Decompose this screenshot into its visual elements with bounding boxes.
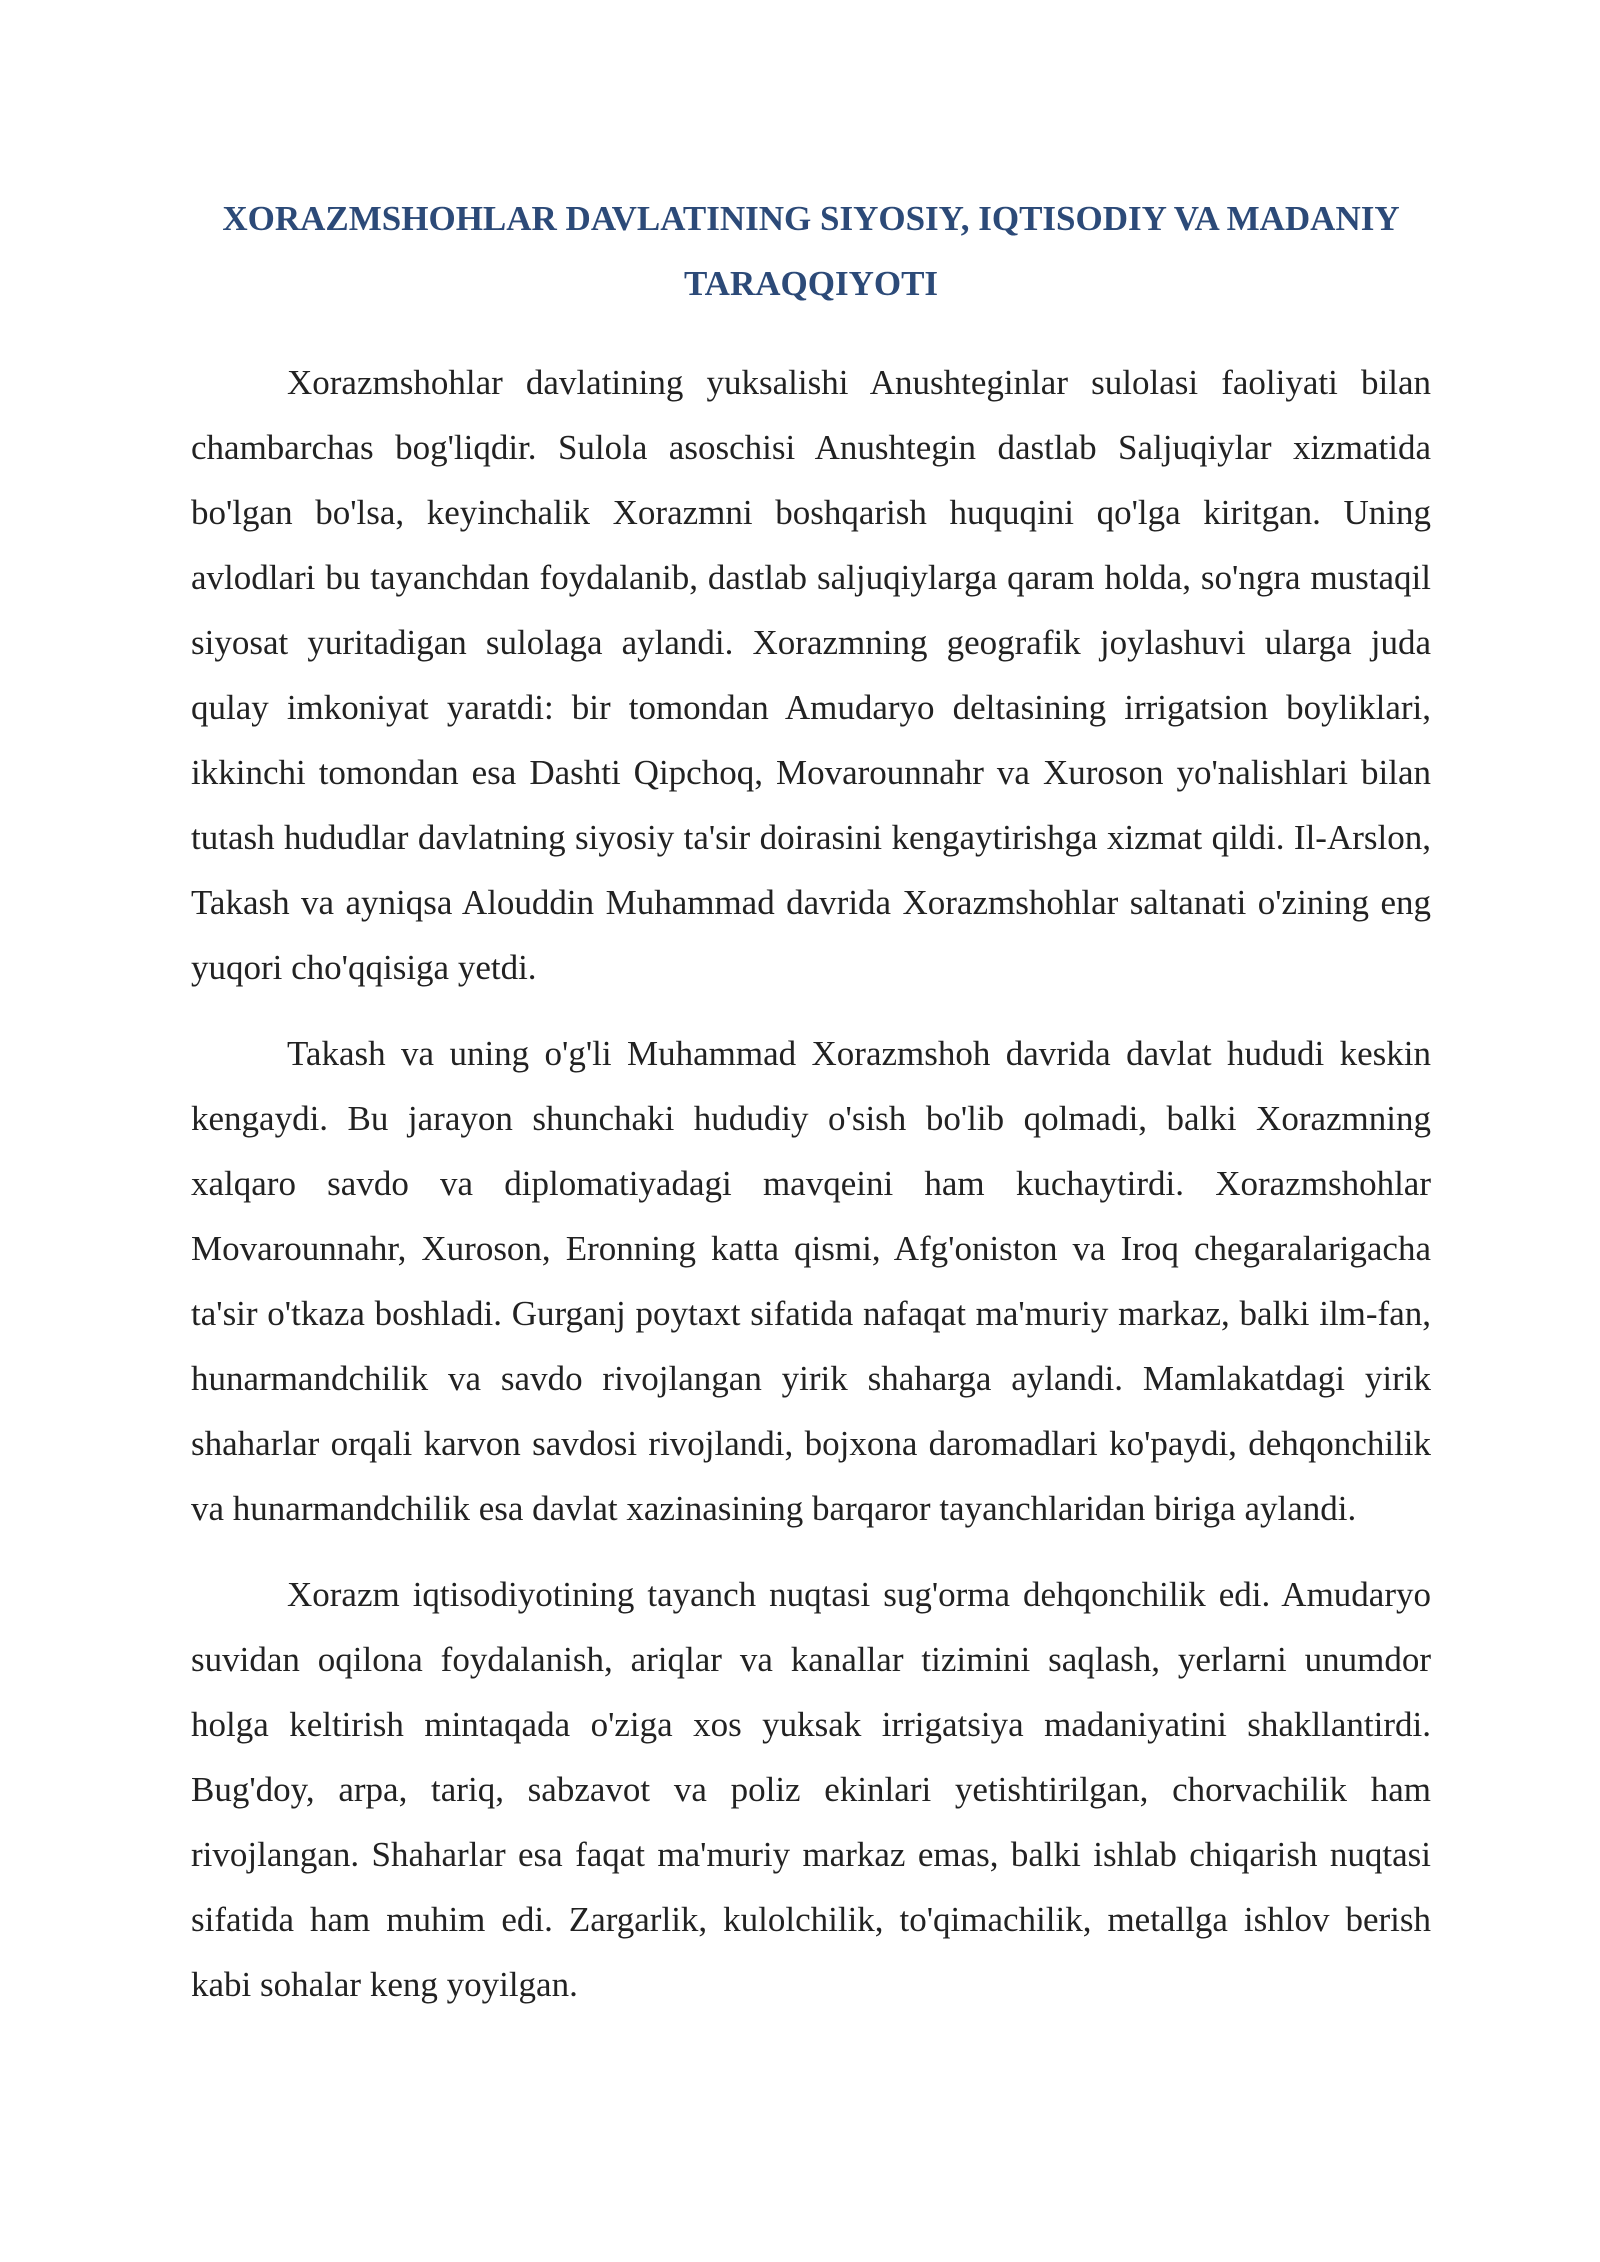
paragraph-1: Xorazmshohlar davlatining yuksalishi Anushteginlar sulolasi faoliyati bilan chambarchas bog'liqdir. Sulola asoschisi Anushtegin dastlab Saljuqiylar xizmatida bo'lgan bo'lsa, keyinchalik Xorazmni boshqarish huquqini qo'lga kiritgan. Uning avlodlari bu tayanchdan foydalanib, dastlab saljuqiylarga qaram holda, so'ngra mustaqil siyosat yuritadigan sulolaga aylandi. Xorazmning geografik joylashuvi ularga juda qulay imkoniyat yaratdi: bir tomondan Amudaryo deltasining irrigatsion boyliklari, ikkinchi tomondan esa Dashti Qipchoq, Movarounnahr va Xuroson yo'nalishlari bilan tutash hududlar davlatning siyosiy ta'sir doirasini kengaytirishga xizmat qildi. Il-Arslon, Takash va ayniqsa Alouddin Muhammad davrida Xorazmshohlar saltanati o'zining eng yuqori cho'qqisiga yetdi. bbox=[191, 363, 1431, 987]
document-body bbox=[191, 350, 1431, 2038]
document-title: XORAZMSHOHLAR DAVLATINING SIYOSIY, IQTISODIY VA MADANIY TARAQQIYOTI bbox=[222, 199, 1400, 303]
paragraph-3: Xorazm iqtisodiyotining tayanch nuqtasi sug'orma dehqonchilik edi. Amudaryo suvidan oqilona foydalanish, ariqlar va kanallar tizimini saqlash, yerlarni unumdor holga keltirish mintaqada o'ziga xos yuksak irrigatsiya madaniyatini shakllantirdi. Bug'doy, arpa, tariq, sabzavot va poliz ekinlari yetishtirilgan, chorvachilik ham rivojlangan. Shaharlar esa faqat ma'muriy markaz emas, balki ishlab chiqarish nuqtasi sifatida ham muhim edi. Zargarlik, kulolchilik, to'qimachilik, metallga ishlov berish kabi sohalar keng yoyilgan. bbox=[191, 1575, 1431, 2004]
paragraph-2: Takash va uning o'g'li Muhammad Xorazmshoh davrida davlat hududi keskin kengaydi. Bu jarayon shunchaki hududiy o'sish bo'lib qolmadi, balki Xorazmning xalqaro savdo va diplomatiyadagi mavqeini ham kuchaytirdi. Xorazmshohlar Movarounnahr, Xuroson, Eronning katta qismi, Afg'oniston va Iroq chegaralarigacha ta'sir o'tkaza boshladi. Gurganj poytaxt sifatida nafaqat ma'muriy markaz, balki ilm-fan, hunarmandchilik va savdo rivojlangan yirik shaharga aylandi. Mamlakatdagi yirik shaharlar orqali karvon savdosi rivojlandi, bojxona daromadlari ko'paydi, dehqonchilik va hunarmandchilik esa davlat xazinasining barqaror tayanchlaridan biriga aylandi. bbox=[191, 1034, 1431, 1528]
